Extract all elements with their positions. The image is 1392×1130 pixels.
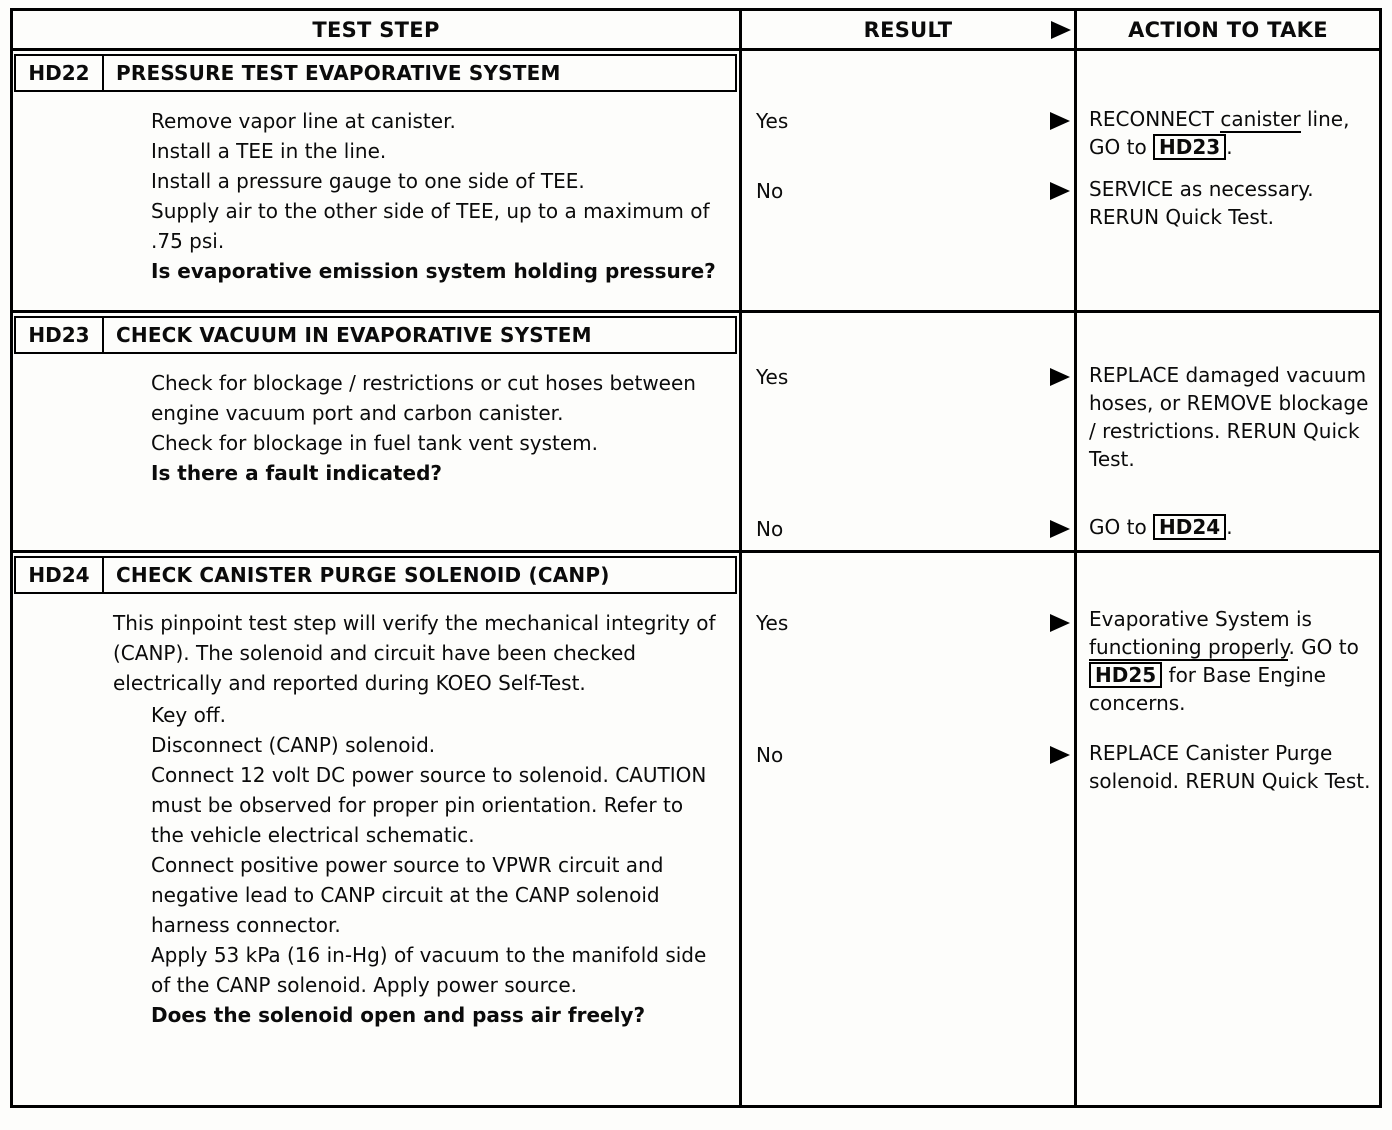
step-reference-box: HD25 [1089, 662, 1162, 688]
action-yes [1089, 605, 1371, 717]
step-title: PRESSURE TEST EVAPORATIVE SYSTEM [116, 61, 561, 85]
step-body [13, 354, 739, 498]
action-text: for Base Engine concerns. [1089, 663, 1326, 715]
action-text: line, GO to [1089, 107, 1350, 159]
question-text: Is there a fault indicated? [151, 461, 442, 485]
col-header-test-step [13, 11, 742, 51]
question-text: Is evaporative emission system holding pressure? [151, 259, 716, 283]
result-no [756, 179, 1070, 203]
question-item [113, 1000, 721, 1030]
bullet-text: Install a TEE in the line. [151, 139, 387, 163]
col-header-test-step-label: TEST STEP [312, 17, 440, 42]
action-no [1089, 175, 1371, 231]
col-header-result-label: RESULT [863, 17, 953, 42]
result-arrow-icon [1050, 112, 1070, 130]
action-text: . [1226, 135, 1233, 159]
result-no-label: No [756, 517, 784, 541]
list-item [113, 730, 721, 760]
action-no [1089, 739, 1371, 795]
step-id: HD24 [16, 558, 104, 592]
list-item [113, 850, 721, 940]
result-arrow-icon [1050, 746, 1070, 764]
result-cell-hd23 [742, 313, 1077, 553]
bullet-text: Connect positive power source to VPWR circuit and negative lead to CANP circuit at the CANP solenoid harness connector. [151, 853, 664, 937]
step-header-hd24 [14, 556, 737, 594]
result-yes [756, 611, 1070, 635]
test-step-cell-hd22 [13, 51, 742, 313]
result-cell-hd24 [742, 553, 1077, 1105]
bullet-text: Install a pressure gauge to one side of TEE. [151, 169, 585, 193]
bullet-list [113, 700, 721, 1030]
step-id: HD22 [16, 56, 104, 90]
action-cell-hd23 [1077, 313, 1379, 553]
bullet-text: Connect 12 volt DC power source to solenoid. CAUTION must be observed for proper pin orientation. Refer to the vehicle electrical schematic. [151, 763, 707, 847]
step-reference-box: HD23 [1153, 134, 1226, 160]
result-yes [756, 109, 1070, 133]
result-no [756, 743, 1070, 767]
question-item [113, 256, 721, 286]
step-body [13, 92, 739, 296]
test-step-cell-hd24 [13, 553, 742, 1105]
result-arrow-icon [1051, 21, 1071, 39]
bullet-list [113, 106, 721, 286]
action-text: Evaporative System is [1089, 607, 1312, 631]
step-header-hd22 [14, 54, 737, 92]
action-no [1089, 513, 1371, 541]
result-yes-label: Yes [756, 611, 789, 635]
bullet-text: Remove vapor line at canister. [151, 109, 456, 133]
pinpoint-test-table [10, 8, 1382, 1108]
col-header-result [742, 11, 1077, 51]
question-item [113, 458, 721, 488]
list-item [113, 196, 721, 256]
action-text: REPLACE damaged vacuum hoses, or REMOVE blockage / restrictions. RERUN Quick Test. [1089, 363, 1369, 471]
step-title: CHECK VACUUM IN EVAPORATIVE SYSTEM [116, 323, 592, 347]
action-text: SERVICE as necessary. RERUN Quick Test. [1089, 177, 1314, 229]
action-cell-hd24 [1077, 553, 1379, 1105]
result-yes [756, 365, 1070, 389]
result-no-label: No [756, 743, 784, 767]
step-title: CHECK CANISTER PURGE SOLENOID (CANP) [116, 563, 610, 587]
step-header-hd23 [14, 316, 737, 354]
result-yes-label: Yes [756, 365, 789, 389]
bullet-list [113, 368, 721, 488]
result-arrow-icon [1050, 182, 1070, 200]
result-yes-label: Yes [756, 109, 789, 133]
result-cell-hd22 [742, 51, 1077, 313]
bullet-text: Key off. [151, 703, 226, 727]
question-text: Does the solenoid open and pass air freely? [151, 1003, 646, 1027]
action-text: . [1226, 515, 1233, 539]
list-item [113, 760, 721, 850]
bullet-text: Disconnect (CANP) solenoid. [151, 733, 436, 757]
action-yes [1089, 361, 1371, 473]
list-item [113, 368, 721, 428]
list-item [113, 700, 721, 730]
list-item [113, 940, 721, 1000]
list-item [113, 106, 721, 136]
result-no-label: No [756, 179, 784, 203]
bullet-text: Apply 53 kPa (16 in-Hg) of vacuum to the manifold side of the CANP solenoid. Apply power source. [151, 943, 707, 997]
list-item [113, 166, 721, 196]
bullet-text: Check for blockage in fuel tank vent system. [151, 431, 598, 455]
bullet-text: Supply air to the other side of TEE, up to a maximum of .75 psi. [151, 199, 710, 253]
action-text: . GO to [1288, 635, 1359, 659]
action-cell-hd22 [1077, 51, 1379, 313]
step-reference-box: HD24 [1153, 514, 1226, 540]
result-no [756, 517, 1070, 541]
result-arrow-icon [1050, 520, 1070, 538]
list-item [113, 136, 721, 166]
list-item [113, 428, 721, 458]
step-id: HD23 [16, 318, 104, 352]
action-text: GO to [1089, 515, 1154, 539]
action-text-underlined: canister [1220, 107, 1301, 131]
step-body [13, 594, 739, 1040]
action-yes [1089, 105, 1371, 161]
test-step-cell-hd23 [13, 313, 742, 553]
action-text-underlined: functioning properly [1089, 635, 1289, 659]
action-text: REPLACE Canister Purge solenoid. RERUN Quick Test. [1089, 741, 1371, 793]
col-header-action [1077, 11, 1379, 51]
bullet-text: Check for blockage / restrictions or cut hoses between engine vacuum port and carbon canister. [151, 371, 696, 425]
result-arrow-icon [1050, 368, 1070, 386]
action-text: RECONNECT [1089, 107, 1221, 131]
col-header-action-label: ACTION TO TAKE [1128, 17, 1328, 42]
result-arrow-icon [1050, 614, 1070, 632]
step-intro-paragraph: This pinpoint test step will verify the mechanical integrity of (CANP). The solenoid and circuit have been checked electrically and reported during KOEO Self-Test. [113, 611, 716, 695]
